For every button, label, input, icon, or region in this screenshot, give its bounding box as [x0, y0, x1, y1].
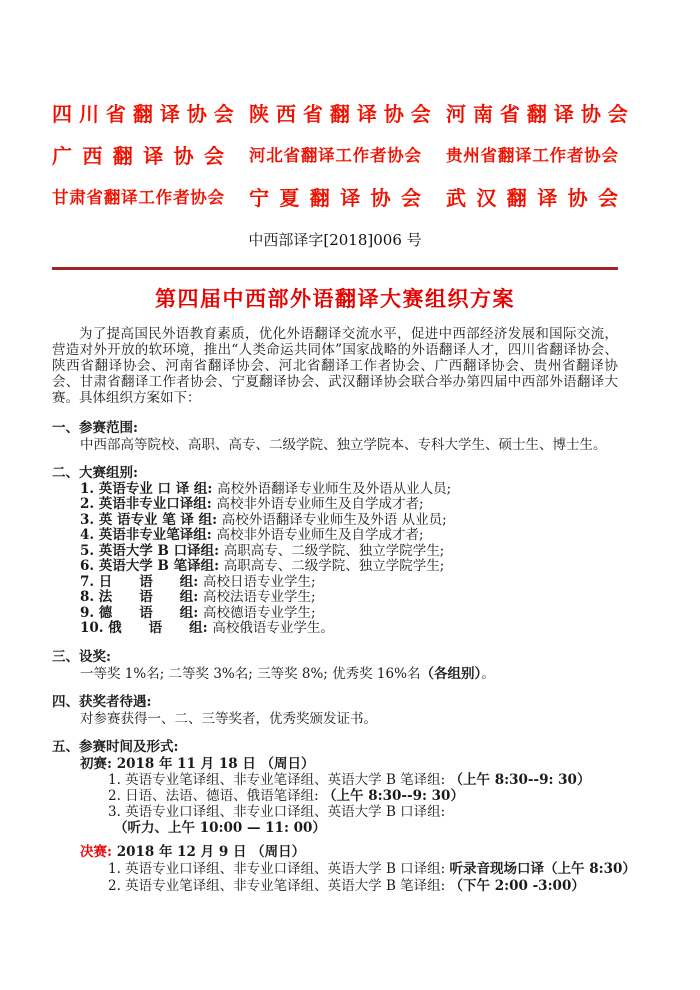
group-desc: 高校非外语专业师生及自学成才者;: [216, 527, 424, 543]
group-item: [80, 575, 618, 591]
doc-number: 中西部译字[2018]006 号: [248, 231, 422, 249]
association-name: 四 川 省 翻 译 协 会: [52, 102, 234, 126]
group-item: [80, 559, 618, 575]
group-item: [80, 528, 618, 544]
schedule-item-time: （下午 2:00 -3:00）: [449, 877, 585, 894]
association-name: 贵州省翻译工作者协会: [446, 146, 618, 165]
phase-label: 决赛:: [80, 843, 117, 860]
group-label: 1. 英语专业 口 译 组:: [80, 480, 218, 497]
schedule-item-time: （上午 8:30--9: 30）: [323, 787, 464, 804]
group-label: 7. 日 语 组:: [80, 573, 203, 590]
red-divider: [52, 267, 618, 270]
group-item: [80, 606, 618, 622]
section-heading: [52, 649, 618, 666]
schedule-body: [52, 755, 636, 895]
section-groups: [52, 465, 618, 637]
group-desc: 高职高专、二级学院、独立学院学生;: [223, 542, 445, 559]
page-title: 第四届中西部外语翻译大赛组织方案: [155, 286, 515, 311]
schedule-item-continuation: [80, 820, 618, 836]
group-label: 9. 德 语 组:: [80, 604, 203, 621]
group-desc: 高校俄语专业学生。: [212, 620, 334, 636]
associations-row-1: [52, 102, 628, 126]
section-title: 参赛范围:: [79, 419, 138, 436]
associations-header: [52, 102, 628, 210]
group-label: 5. 英语大学 B 口译组:: [80, 542, 224, 559]
schedule-item: [80, 788, 618, 804]
section-content: 对参赛获得一、二、三等奖者，优秀奖颁发证书。: [80, 710, 377, 727]
section-heading: [52, 739, 618, 756]
group-desc: 高职高专、二级学院、独立学院学生;: [223, 558, 445, 574]
phase-label: 初赛:: [80, 755, 117, 772]
association-name: 武 汉 翻 译 协 会: [446, 186, 618, 210]
group-item: [80, 544, 618, 560]
group-desc: 高校外语翻译专业师生及外语从业人员;: [217, 480, 452, 497]
section-content: 中西部高等院校、高职、高专、二级学院、独立学院本、专科大学生、硕士生、博士生。: [80, 436, 607, 453]
schedule-item: [80, 878, 618, 895]
group-item: [80, 621, 618, 637]
group-label: 8. 法 语 组:: [80, 589, 203, 605]
awards-bold-note: （各组别）: [420, 665, 482, 682]
intro-paragraph: 为了提高国民外语教育素质，优化外语翻译交流水平，促进中西部经济发展和国际交流，营造对外开放的软环境，推出“人类命运共同体”国家战略的外语翻译人才，四川省翻译协会、陕西省翻译协会、河南省翻译协会、河北省翻译工作者协会、广西翻译协会、贵州省翻译协会、甘肃省翻译工作者协会、宁夏翻译协会、武汉翻译协会联合举办第四届中西部外语翻译大赛。具体组织方案如下：: [52, 326, 618, 406]
section-number: 一、: [52, 419, 79, 436]
schedule-item-text: 3. 英语专业口译组、非专业口译组、英语大学 B 口译组:: [108, 803, 446, 820]
group-desc: 高校日语专业学生;: [202, 573, 316, 590]
section-title: 设奖:: [79, 648, 111, 665]
group-desc: 高校德语专业学生;: [202, 604, 316, 621]
schedule-item-time: （上午 8:30--9: 30）: [449, 771, 591, 788]
section-number: 四、: [52, 693, 79, 710]
group-label: 10. 俄 语 组:: [80, 620, 213, 636]
section-heading: [52, 694, 618, 711]
schedule-item-time: （听力、上午 10:00 — 11: 00）: [114, 819, 326, 836]
schedule-item-text: 1. 英语专业笔译组、非专业笔译组、英语大学 B 笔译组:: [108, 771, 450, 788]
schedule-item: [80, 860, 636, 878]
schedule-item-text: 2. 英语专业笔译组、非专业笔译组、英语大学 B 笔译组:: [108, 877, 450, 894]
awards-period: 。: [481, 665, 495, 682]
group-item: [80, 590, 618, 606]
group-desc: 高校非外语专业师生及自学成才者;: [216, 496, 424, 512]
section-heading: [52, 420, 618, 437]
section-content: [52, 666, 618, 682]
group-item: [80, 513, 618, 529]
section-title: 获奖者待遇:: [79, 693, 152, 710]
association-name: 广 西 翻 译 协 会: [52, 144, 224, 168]
preliminary-phase: [80, 756, 618, 772]
schedule-item-text: 2. 日语、法语、德语、俄语笔译组:: [108, 787, 324, 804]
associations-row-2: [52, 145, 618, 167]
section-treatment: [52, 694, 618, 727]
schedule-item-text: 1. 英语专业口译组、非专业口译组、英语大学 B 口译组:: [108, 860, 450, 877]
associations-row-3: [52, 187, 618, 209]
section-number: 二、: [52, 464, 79, 481]
group-label: 2. 英语非专业口译组:: [80, 496, 217, 512]
section-awards: [52, 649, 618, 682]
awards-text: 一等奖 1%名; 二等奖 3%名; 三等奖 8%; 优秀奖 16%名: [80, 665, 421, 682]
phase-date: 2018 年 11 月 18 日 （周日）: [116, 755, 315, 772]
association-name: 河北省翻译工作者协会: [249, 146, 421, 165]
phase-date: 2018 年 12 月 9 日 （周日）: [116, 843, 306, 860]
group-item: [80, 482, 618, 498]
schedule-item: [80, 772, 618, 788]
section-number: 五、: [52, 738, 79, 755]
section-title: 大赛组别:: [79, 464, 138, 481]
group-label: 3. 英 语专业 笔 译 组:: [80, 511, 222, 528]
association-name: 河 南 省 翻 译 协 会: [446, 102, 628, 126]
association-name: 甘肃省翻译工作者协会: [52, 188, 224, 207]
groups-list: [52, 482, 618, 637]
group-desc: 高校外语翻译专业师生及外语 从业员;: [221, 511, 447, 528]
schedule-item: [80, 804, 618, 820]
schedule-item-time: 听录音现场口译（上午 8:30）: [449, 860, 636, 877]
section-title: 参赛时间及形式:: [79, 738, 179, 755]
final-phase: [80, 844, 618, 861]
group-label: 4. 英语非专业笔译组:: [80, 527, 217, 543]
association-name: 宁 夏 翻 译 协 会: [249, 186, 421, 210]
association-name: 陕 西 省 翻 译 协 会: [249, 102, 431, 126]
section-heading: [52, 465, 618, 482]
section-scope: [52, 420, 618, 453]
group-item: [80, 497, 618, 513]
group-desc: 高校法语专业学生;: [202, 589, 316, 605]
section-schedule: [52, 738, 636, 895]
group-label: 6. 英语大学 B 笔译组:: [80, 558, 224, 574]
section-number: 三、: [52, 648, 79, 665]
